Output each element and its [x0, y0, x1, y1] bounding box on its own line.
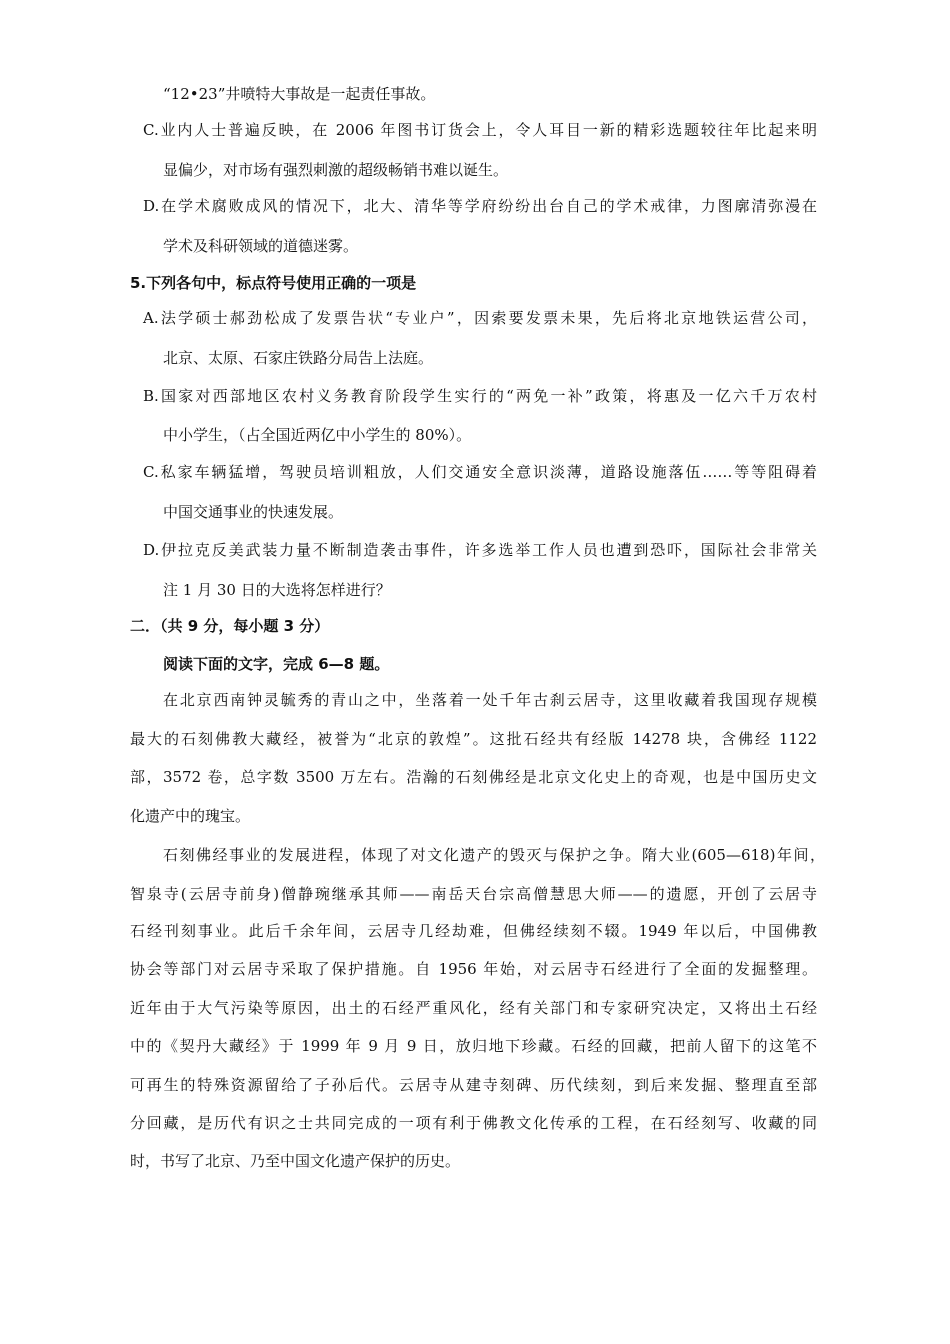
q5-option-c-line1: C.私家车辆猛增，驾驶员培训粗放，人们交通安全意识淡薄，道路设施落伍……等等阻碍着 [143, 463, 817, 481]
q5-option-a-line2: 北京、太原、石家庄铁路分局告上法庭。 [163, 349, 434, 367]
passage-p2-line3: 石经刊刻事业。此后千余年间，云居寺几经劫难，但佛经续刻不辍。1949 年以后，中国佛教 [130, 922, 817, 940]
q5-stem: 5.下列各句中，标点符号使用正确的一项是 [130, 274, 417, 292]
q4-option-c-line2: 显偏少，对市场有强烈刺激的超级畅销书难以诞生。 [163, 161, 509, 179]
passage-p2-line7: 可再生的特殊资源留给了子孙后代。云居寺从建寺刻碑、历代续刻，到后来发掘、整理直至部 [130, 1076, 817, 1094]
q4-option-c-line1: C.业内人士普遍反映，在 2006 年图书订货会上，令人耳目一新的精彩选题较往年比起来明 [143, 121, 817, 139]
q5-option-b-line2: 中小学生，（占全国近两亿中小学生的 80%）。 [163, 426, 472, 444]
section-heading: 二．（共 9 分，每小题 3 分） [130, 617, 330, 635]
passage-p1-line2: 最大的石刻佛教大藏经，被誉为“北京的敦煌”。这批石经共有经版 14278 块，含佛经 1122 [130, 730, 817, 748]
passage-p2-line4: 协会等部门对云居寺采取了保护措施。自 1956 年始，对云居寺石经进行了全面的发掘整理。 [130, 960, 817, 978]
q5-option-b-line1: B.国家对西部地区农村义务教育阶段学生实行的“两免一补”政策，将惠及一亿六千万农村 [143, 387, 817, 405]
passage-p2-line5: 近年由于大气污染等原因，出土的石经严重风化，经有关部门和专家研究决定，又将出土石经 [130, 999, 817, 1017]
q5-option-a-line1: A.法学硕士郝劲松成了发票告状“专业户”，因索要发票未果，先后将北京地铁运营公司， [143, 309, 817, 327]
passage-p2-line8: 分回藏，是历代有识之士共同完成的一项有利于佛教文化传承的工程，在石经刻写、收藏的同 [130, 1114, 817, 1132]
q4-option-d-line1: D.在学术腐败成风的情况下，北大、清华等学府纷纷出台自己的学术戒律，力图廓清弥漫在 [143, 197, 817, 215]
passage-p1-line3: 部，3572 卷，总字数 3500 万左右。浩瀚的石刻佛经是北京文化史上的奇观，也是中国历史文 [130, 768, 817, 786]
passage-p2-line9: 时，书写了北京、乃至中国文化遗产保护的历史。 [130, 1152, 461, 1170]
reading-instruction: 阅读下面的文字，完成 6—8 题。 [163, 655, 390, 673]
passage-p1-line1: 在北京西南钟灵毓秀的青山之中，坐落着一处千年古刹云居寺，这里收藏着我国现存规模 [163, 691, 817, 709]
passage-p1-line4: 化遗产中的瑰宝。 [130, 807, 251, 825]
q4-option-d-line2: 学术及科研领域的道德迷雾。 [163, 237, 359, 255]
passage-p2-line2: 智泉寺(云居寺前身)僧静琬继承其师——南岳天台宗高僧慧思大师——的遗愿，开创了云居寺 [130, 885, 817, 903]
passage-p2-line6: 中的《契丹大藏经》于 1999 年 9 月 9 日，放归地下珍藏。石经的回藏，把前人留下的这笔不 [130, 1037, 817, 1055]
q5-option-c-line2: 中国交通事业的快速发展。 [163, 503, 344, 521]
q5-option-d-line2: 注 1 月 30 日的大选将怎样进行？ [163, 581, 391, 599]
passage-p2-line1: 石刻佛经事业的发展进程，体现了对文化遗产的毁灭与保护之争。隋大业(605—618)年间， [163, 846, 825, 864]
q4-option-b-continuation: “12•23”井喷特大事故是一起责任事故。 [163, 85, 436, 103]
q5-option-d-line1: D.伊拉克反美武装力量不断制造袭击事件，许多选举工作人员也遭到恐吓，国际社会非常关 [143, 541, 817, 559]
